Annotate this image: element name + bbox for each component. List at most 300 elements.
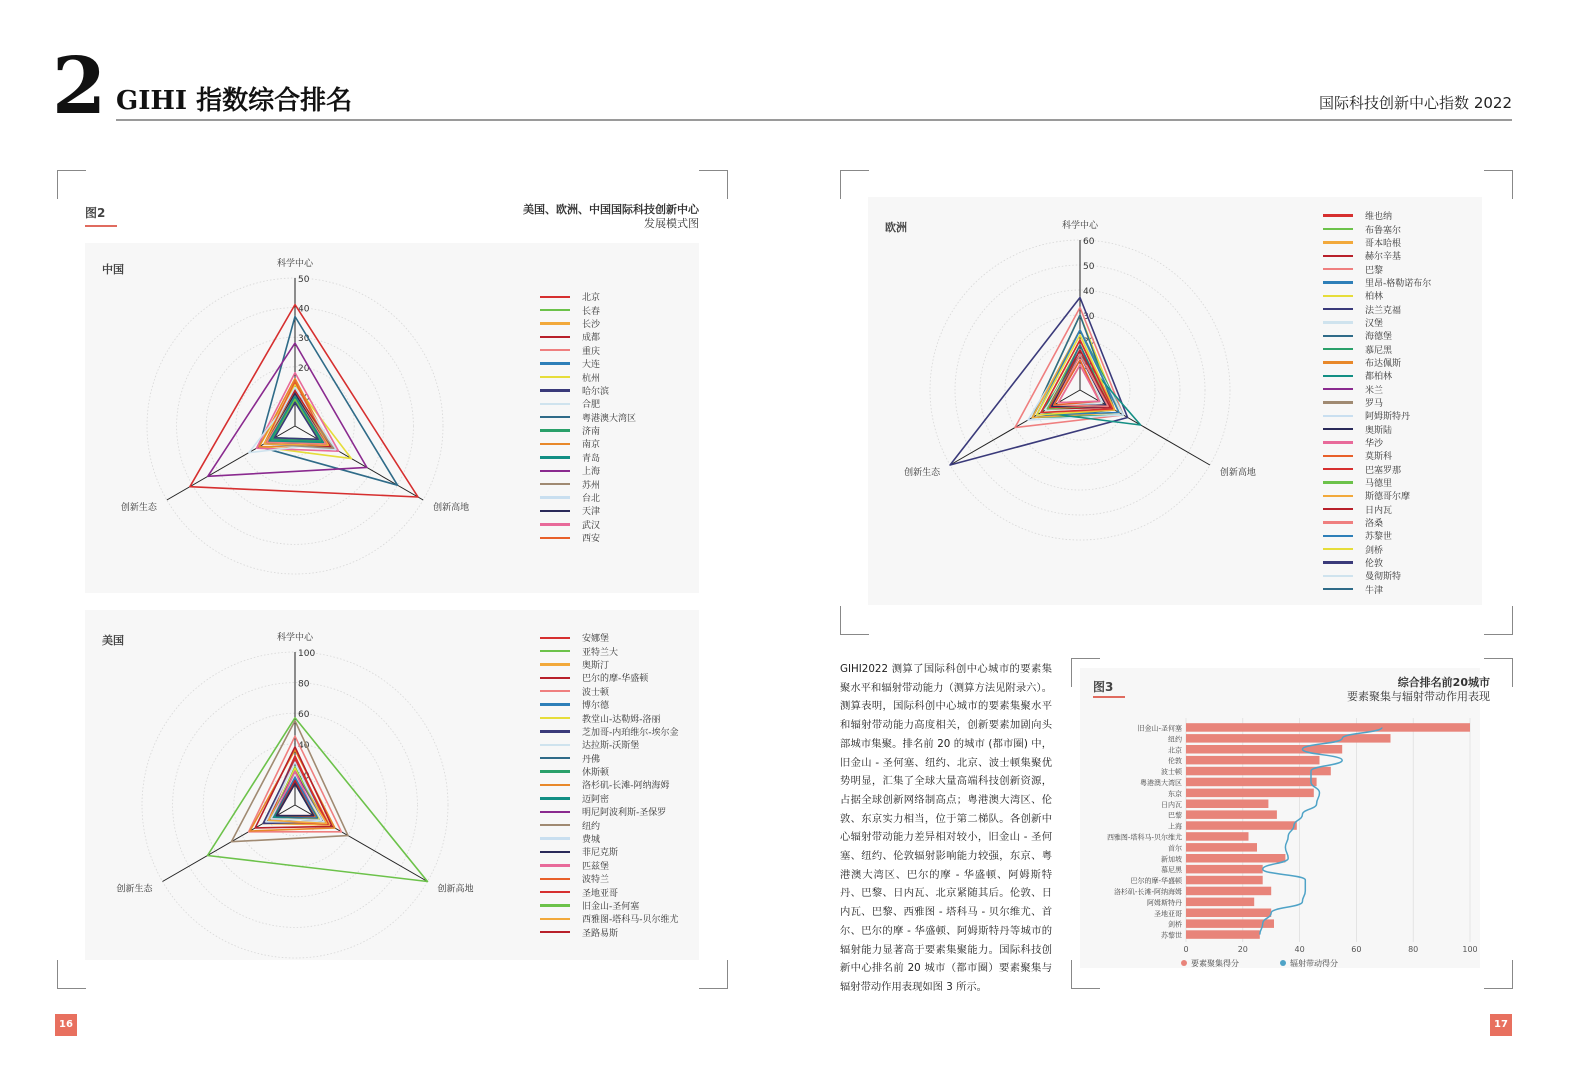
legend-item [540, 912, 679, 925]
category-label: 圣地亚哥 [1154, 909, 1182, 918]
bar [1186, 909, 1271, 918]
legend-item [1323, 503, 1431, 516]
legend-label: 休斯顿 [582, 768, 610, 779]
legend-label: 西安 [582, 534, 601, 545]
legend-item [540, 518, 636, 531]
legend-item [540, 885, 679, 898]
legend-item [1323, 409, 1431, 422]
legend-swatch [540, 770, 570, 772]
legend-item [540, 725, 679, 738]
legend-item [1323, 529, 1431, 542]
legend-swatch [540, 744, 570, 746]
legend-swatch [540, 456, 570, 458]
legend-label: 慕尼黑 [1365, 345, 1393, 356]
bar [1186, 789, 1314, 798]
x-tick-label: 100 [1462, 945, 1478, 954]
legend-swatch [1323, 588, 1353, 590]
legend-label: 达拉斯-沃斯堡 [582, 741, 640, 752]
legend-label: 旧金山-圣何塞 [582, 902, 640, 912]
legend-label: 圣地亚哥 [582, 888, 619, 899]
legend-label: 哥本哈根 [1365, 238, 1402, 249]
legend-label: 迈阿密 [582, 794, 610, 805]
axis-label: 科学中心 [1061, 221, 1099, 231]
bar [1186, 745, 1342, 754]
legend-label: 武汉 [582, 520, 601, 531]
legend-swatch [1323, 548, 1353, 550]
frame-corner [840, 170, 869, 199]
figure2-label: 图2 [85, 206, 106, 220]
legend-item [540, 504, 636, 517]
legend-label: 都柏林 [1365, 372, 1393, 383]
legend-item [1323, 489, 1431, 502]
legend-item [540, 711, 679, 724]
legend-label: 圣路易斯 [582, 928, 619, 939]
figure2-title-line2: 发展模式图 [644, 217, 699, 230]
legend-label: 奥斯陆 [1365, 425, 1393, 436]
legend-item [540, 805, 679, 818]
legend-label: 粤港澳大湾区 [582, 413, 637, 424]
tick-label: 60 [298, 710, 310, 721]
legend-label: 马德里 [1365, 479, 1393, 490]
legend-item [1323, 436, 1431, 449]
legend-item [1323, 316, 1431, 329]
legend-swatch [540, 389, 570, 391]
category-label: 巴尔的摩-华盛顿 [1130, 877, 1182, 886]
figure3-label: 图3 [1093, 680, 1114, 694]
legend-label: 曼彻斯特 [1365, 572, 1402, 583]
legend-label: 赫尔辛基 [1365, 252, 1402, 263]
legend-label: 米兰 [1365, 385, 1384, 396]
legend-swatch [1323, 415, 1353, 417]
legend-label: 匹兹堡 [582, 861, 610, 872]
legend-item [540, 658, 679, 671]
legend-item [540, 631, 679, 644]
legend-label: 博尔德 [582, 701, 610, 712]
category-label: 苏黎世 [1161, 931, 1182, 940]
legend-label: 天津 [582, 507, 601, 518]
legend-china [540, 290, 636, 544]
bar [1186, 876, 1263, 885]
bar [1186, 832, 1249, 841]
legend-label: 牛津 [1365, 585, 1384, 596]
tick-label: 30 [1083, 312, 1095, 322]
legend-label: 要素聚集得分 [1191, 959, 1239, 968]
category-label: 旧金山-圣何塞 [1137, 724, 1182, 733]
legend-item [540, 859, 679, 872]
axis-label: 创新高地 [433, 503, 470, 513]
legend-label: 洛桑 [1365, 519, 1384, 530]
legend-swatch [1323, 535, 1353, 537]
chapter-title: GIHI 指数综合排名 [116, 86, 353, 116]
x-tick-label: 60 [1351, 945, 1362, 954]
legend-swatch [1323, 321, 1353, 323]
category-label: 北京 [1168, 746, 1182, 755]
legend-item [540, 765, 679, 778]
tick-label: 10 [1083, 362, 1095, 372]
category-label: 伦敦 [1168, 757, 1182, 766]
legend-swatch [540, 510, 570, 512]
legend-item [1323, 342, 1431, 355]
legend-item [540, 290, 636, 303]
legend-swatch [540, 797, 570, 799]
legend-swatch [1323, 428, 1353, 430]
legend-swatch [1323, 388, 1353, 390]
legend-item [540, 317, 636, 330]
panel-label-europe: 欧洲 [885, 221, 907, 234]
tick-label: 20 [1083, 337, 1095, 347]
legend-item [540, 926, 679, 939]
category-label: 日内瓦 [1161, 800, 1182, 809]
legend-swatch [1323, 508, 1353, 510]
legend-item [540, 437, 636, 450]
legend-swatch [540, 864, 570, 866]
legend-swatch [1323, 241, 1353, 243]
bar [1186, 734, 1391, 743]
radar-grid [142, 649, 448, 958]
tick-label: 60 [1083, 237, 1095, 247]
legend-item [1323, 329, 1431, 342]
category-label: 剑桥 [1168, 920, 1182, 929]
category-label: 东京 [1168, 789, 1182, 798]
legend-swatch [540, 811, 570, 813]
frame-corner [699, 960, 728, 989]
legend-item [1323, 369, 1431, 382]
chapter-number: 2 [52, 41, 107, 132]
legend-swatch [540, 470, 570, 472]
radar-chart-usa [85, 610, 505, 960]
legend-item [540, 411, 636, 424]
tick-label: 10 [298, 393, 310, 404]
legend-label: 重庆 [582, 346, 601, 357]
legend-swatch [1323, 281, 1353, 283]
legend-label: 芝加哥-内珀维尔-埃尔金 [582, 727, 679, 738]
bar [1186, 843, 1257, 852]
bar [1186, 919, 1274, 928]
figure2-underline [85, 225, 117, 227]
legend-label: 法兰克福 [1365, 305, 1402, 316]
legend-label: 大连 [582, 360, 601, 371]
legend-item [540, 792, 679, 805]
category-label: 阿姆斯特丹 [1147, 898, 1182, 907]
tick-label: 40 [1083, 287, 1095, 297]
radar-chart-europe [868, 197, 1308, 605]
legend-item [1323, 382, 1431, 395]
x-tick-label: 40 [1294, 945, 1305, 954]
radar-series [208, 718, 428, 882]
body-paragraph: GIHI2022 测算了国际科创中心城市的要素集聚水平和辐射带动能力（测算方法见附录六）。测算表明，国际科创中心城市的要素集聚水平和辐射带动能力高度相关，创新要素加剧向头部城市集聚。排名前 20 的城市 (都市圈) 中，旧金山 - 圣何塞、纽约、北京、波士顿集聚优势明显，汇集了全球大量高端科技创新资源，占据全球创新网络制高点；粤港澳大湾区、伦敦、东京实力相当，位于第二梯队。各创新中心辐射带动能力差异相对较小，旧金山 - 圣何塞、纽约、伦敦辐射影响能力较强，东京、粤港澳大湾区、巴尔的摩 - 华盛顿、阿姆斯特丹、巴黎、日内瓦、北京紧随其后。伦敦、日内瓦、巴黎、西雅图 - 塔科马 - 贝尔维尤、首尔、巴尔的摩 - 华盛顿、阿姆斯特丹等城市的辐射能力显著高于要素集聚能力。国际科技创新中心排名前 20 城市（都市圈）要素聚集与辐射带动作用表现如图 3 所示。 [840, 663, 1052, 993]
legend-item [540, 738, 679, 751]
tick-label: 80 [298, 679, 310, 690]
legend-item [1323, 249, 1431, 262]
legend-swatch [540, 690, 570, 692]
bar [1186, 821, 1297, 830]
tick-label: 30 [298, 334, 310, 345]
legend-label: 济南 [582, 427, 601, 438]
legend-swatch [1323, 268, 1353, 270]
legend-item [1323, 516, 1431, 529]
legend-swatch [1323, 361, 1353, 363]
legend-item [540, 698, 679, 711]
legend-swatch [540, 296, 570, 298]
bar [1186, 778, 1317, 787]
legend-swatch [1323, 455, 1353, 457]
legend-item [540, 778, 679, 791]
legend-label: 成都 [582, 333, 601, 344]
legend-item [1323, 569, 1431, 582]
legend-label: 教堂山-达勒姆-洛丽 [582, 714, 661, 725]
legend-swatch [1323, 575, 1353, 577]
legend-swatch [540, 429, 570, 431]
legend-swatch [540, 362, 570, 364]
legend-label: 明尼阿波利斯-圣保罗 [582, 808, 667, 819]
figure2-title [523, 203, 699, 231]
category-label: 西雅图-塔科马-贝尔维尤 [1106, 833, 1182, 842]
legend-marker [1181, 960, 1187, 966]
legend-swatch [1323, 348, 1353, 350]
tick-label: 50 [1083, 262, 1095, 272]
legend-swatch [540, 650, 570, 652]
legend-item [540, 464, 636, 477]
category-label: 洛杉矶-长滩-阿纳海姆 [1113, 887, 1182, 896]
legend-europe [1323, 209, 1431, 596]
legend-swatch [1323, 308, 1353, 310]
legend-item [1323, 289, 1431, 302]
legend-item [1323, 236, 1431, 249]
legend-label: 奥斯汀 [582, 660, 610, 671]
legend-item [540, 384, 636, 397]
bar [1186, 898, 1254, 907]
report-title: 国际科技创新中心指数 2022 [1319, 94, 1512, 112]
legend-label: 西雅图-塔科马-贝尔维尤 [582, 915, 679, 926]
legend-swatch [540, 717, 570, 719]
radar-grid [147, 275, 443, 574]
legend-item [1323, 302, 1431, 315]
legend-label: 柏林 [1365, 292, 1384, 303]
bar [1186, 723, 1470, 732]
legend-label: 合肥 [582, 400, 601, 411]
legend-item [540, 671, 679, 684]
legend-swatch [540, 730, 570, 732]
axis-label: 创新高地 [437, 884, 474, 895]
legend-label: 维也纳 [1365, 212, 1393, 223]
legend-label: 伦敦 [1365, 559, 1384, 570]
legend-swatch [1323, 255, 1353, 257]
x-tick-label: 20 [1237, 945, 1248, 954]
legend-swatch [540, 878, 570, 880]
panel-label-usa: 美国 [102, 634, 124, 647]
legend-label: 罗马 [1365, 398, 1384, 409]
legend-marker [1280, 960, 1286, 966]
legend-label: 苏黎世 [1365, 532, 1393, 543]
bar [1186, 865, 1263, 874]
legend-label: 北京 [582, 293, 601, 304]
legend-label: 费城 [582, 835, 601, 846]
legend-item [1323, 396, 1431, 409]
legend-label: 阿姆斯特丹 [1365, 412, 1411, 423]
tick-label: 40 [298, 740, 310, 751]
legend-item [1323, 356, 1431, 369]
legend-swatch [540, 416, 570, 418]
legend-label: 丹佛 [582, 754, 601, 765]
figure3-title-line1: 综合排名前20城市 [1397, 676, 1490, 689]
legend-item [540, 644, 679, 657]
legend-label: 波士顿 [582, 687, 610, 698]
tick-label: 20 [298, 363, 310, 374]
legend-item [1323, 556, 1431, 569]
legend-label: 斯德哥尔摩 [1365, 492, 1411, 503]
axis-label: 创新生态 [116, 884, 153, 895]
bar [1186, 810, 1277, 819]
legend-label: 莫斯科 [1365, 452, 1393, 463]
legend-label: 波特兰 [582, 875, 610, 886]
legend-swatch [540, 443, 570, 445]
legend-label: 哈尔滨 [582, 386, 610, 397]
x-tick-label: 80 [1408, 945, 1419, 954]
frame-corner [1484, 606, 1513, 635]
legend-label: 里昂-格勒诺布尔 [1365, 278, 1432, 289]
legend-label: 布鲁塞尔 [1365, 225, 1402, 236]
category-label: 上海 [1168, 822, 1182, 831]
legend-label: 洛杉矶-长滩-阿纳海姆 [582, 781, 670, 792]
legend-item [540, 491, 636, 504]
tick-label: 20 [298, 771, 310, 782]
legend-swatch [540, 336, 570, 338]
legend-item [540, 370, 636, 383]
legend-swatch [1323, 335, 1353, 337]
legend-item [540, 872, 679, 885]
legend-item [540, 424, 636, 437]
bar [1186, 887, 1271, 896]
legend-swatch [1323, 521, 1353, 523]
legend-label: 汉堡 [1365, 318, 1384, 329]
category-label: 纽约 [1168, 735, 1182, 744]
legend-item [540, 818, 679, 831]
legend-swatch [540, 891, 570, 893]
category-label: 粤港澳大湾区 [1140, 778, 1182, 787]
x-tick-label: 0 [1183, 945, 1189, 954]
legend-swatch [540, 757, 570, 759]
category-label: 慕尼黑 [1161, 866, 1182, 875]
frame-corner [840, 606, 869, 635]
frame-corner [57, 960, 86, 989]
legend-swatch [1323, 375, 1353, 377]
category-label: 巴黎 [1168, 811, 1182, 820]
legend-label: 长沙 [582, 319, 601, 330]
legend-item [540, 899, 679, 912]
legend-label: 海德堡 [1365, 332, 1393, 343]
figure3-title-line2: 要素聚集与辐射带动作用表现 [1347, 690, 1490, 703]
legend-swatch [540, 918, 570, 920]
category-label: 波士顿 [1161, 768, 1182, 777]
tick-label: 100 [298, 649, 316, 659]
legend-swatch [540, 637, 570, 639]
legend-swatch [1323, 214, 1353, 216]
legend-item [540, 832, 679, 845]
legend-label: 辐射带动得分 [1290, 959, 1338, 968]
category-label: 首尔 [1168, 844, 1182, 853]
legend-label: 苏州 [582, 480, 601, 491]
legend-item [540, 531, 636, 544]
radar-panel-usa [85, 610, 699, 960]
legend-swatch [540, 322, 570, 324]
legend-swatch [1323, 441, 1353, 443]
legend-label: 青岛 [582, 453, 601, 464]
frame-corner [57, 170, 86, 199]
legend-label: 台北 [582, 494, 601, 505]
legend-label: 杭州 [582, 373, 601, 384]
legend-label: 日内瓦 [1365, 505, 1393, 516]
frame-corner [699, 170, 728, 199]
legend-item [540, 752, 679, 765]
legend-swatch [540, 824, 570, 826]
legend-item [1323, 543, 1431, 556]
legend-swatch [540, 537, 570, 539]
legend-swatch [1323, 561, 1353, 563]
bar-chart [1080, 668, 1490, 968]
legend-label: 亚特兰大 [582, 647, 619, 658]
legend-swatch [540, 784, 570, 786]
legend-swatch [1323, 401, 1353, 403]
legend-swatch [1323, 481, 1353, 483]
legend-swatch [540, 483, 570, 485]
page-number-right: 17 [1490, 1014, 1512, 1036]
axis-label: 科学中心 [276, 259, 314, 269]
legend-label: 巴塞罗那 [1365, 465, 1402, 476]
legend-label: 安娜堡 [582, 634, 610, 645]
bar [1186, 756, 1320, 765]
bar-panel [1080, 668, 1490, 968]
legend-item [1323, 423, 1431, 436]
legend-label: 长春 [582, 306, 601, 317]
bar [1186, 800, 1268, 809]
legend-label: 布达佩斯 [1365, 358, 1402, 369]
legend-swatch [540, 496, 570, 498]
legend-swatch [540, 523, 570, 525]
legend-label: 菲尼克斯 [582, 848, 619, 859]
radar-series-group [208, 718, 428, 882]
legend-item [1323, 463, 1431, 476]
category-label: 新加坡 [1161, 855, 1182, 864]
legend-label: 南京 [582, 440, 601, 451]
legend-label: 剑桥 [1365, 545, 1384, 556]
radar-series-group [950, 298, 1141, 466]
header-rule [116, 119, 1512, 121]
legend-label: 上海 [582, 467, 601, 478]
legend-item [1323, 449, 1431, 462]
legend-swatch [540, 677, 570, 679]
figure2-title-line1: 美国、欧洲、中国国际科技创新中心 [523, 203, 699, 216]
legend-swatch [540, 349, 570, 351]
legend-item [1323, 583, 1431, 596]
legend-item [1323, 276, 1431, 289]
page-number-left: 16 [55, 1014, 77, 1036]
legend-usa [540, 631, 679, 939]
legend-item [540, 685, 679, 698]
axis-label: 科学中心 [276, 633, 314, 643]
legend-label: 华沙 [1365, 439, 1384, 450]
bar [1186, 854, 1285, 863]
radar-grid [930, 237, 1230, 540]
legend-item [540, 357, 636, 370]
axis-label: 创新生态 [120, 503, 157, 513]
legend-label: 纽约 [582, 821, 601, 832]
legend-item [1323, 209, 1431, 222]
legend-swatch [540, 703, 570, 705]
bar [1186, 767, 1331, 776]
legend-item [540, 451, 636, 464]
legend-item [540, 845, 679, 858]
legend-swatch [1323, 495, 1353, 497]
